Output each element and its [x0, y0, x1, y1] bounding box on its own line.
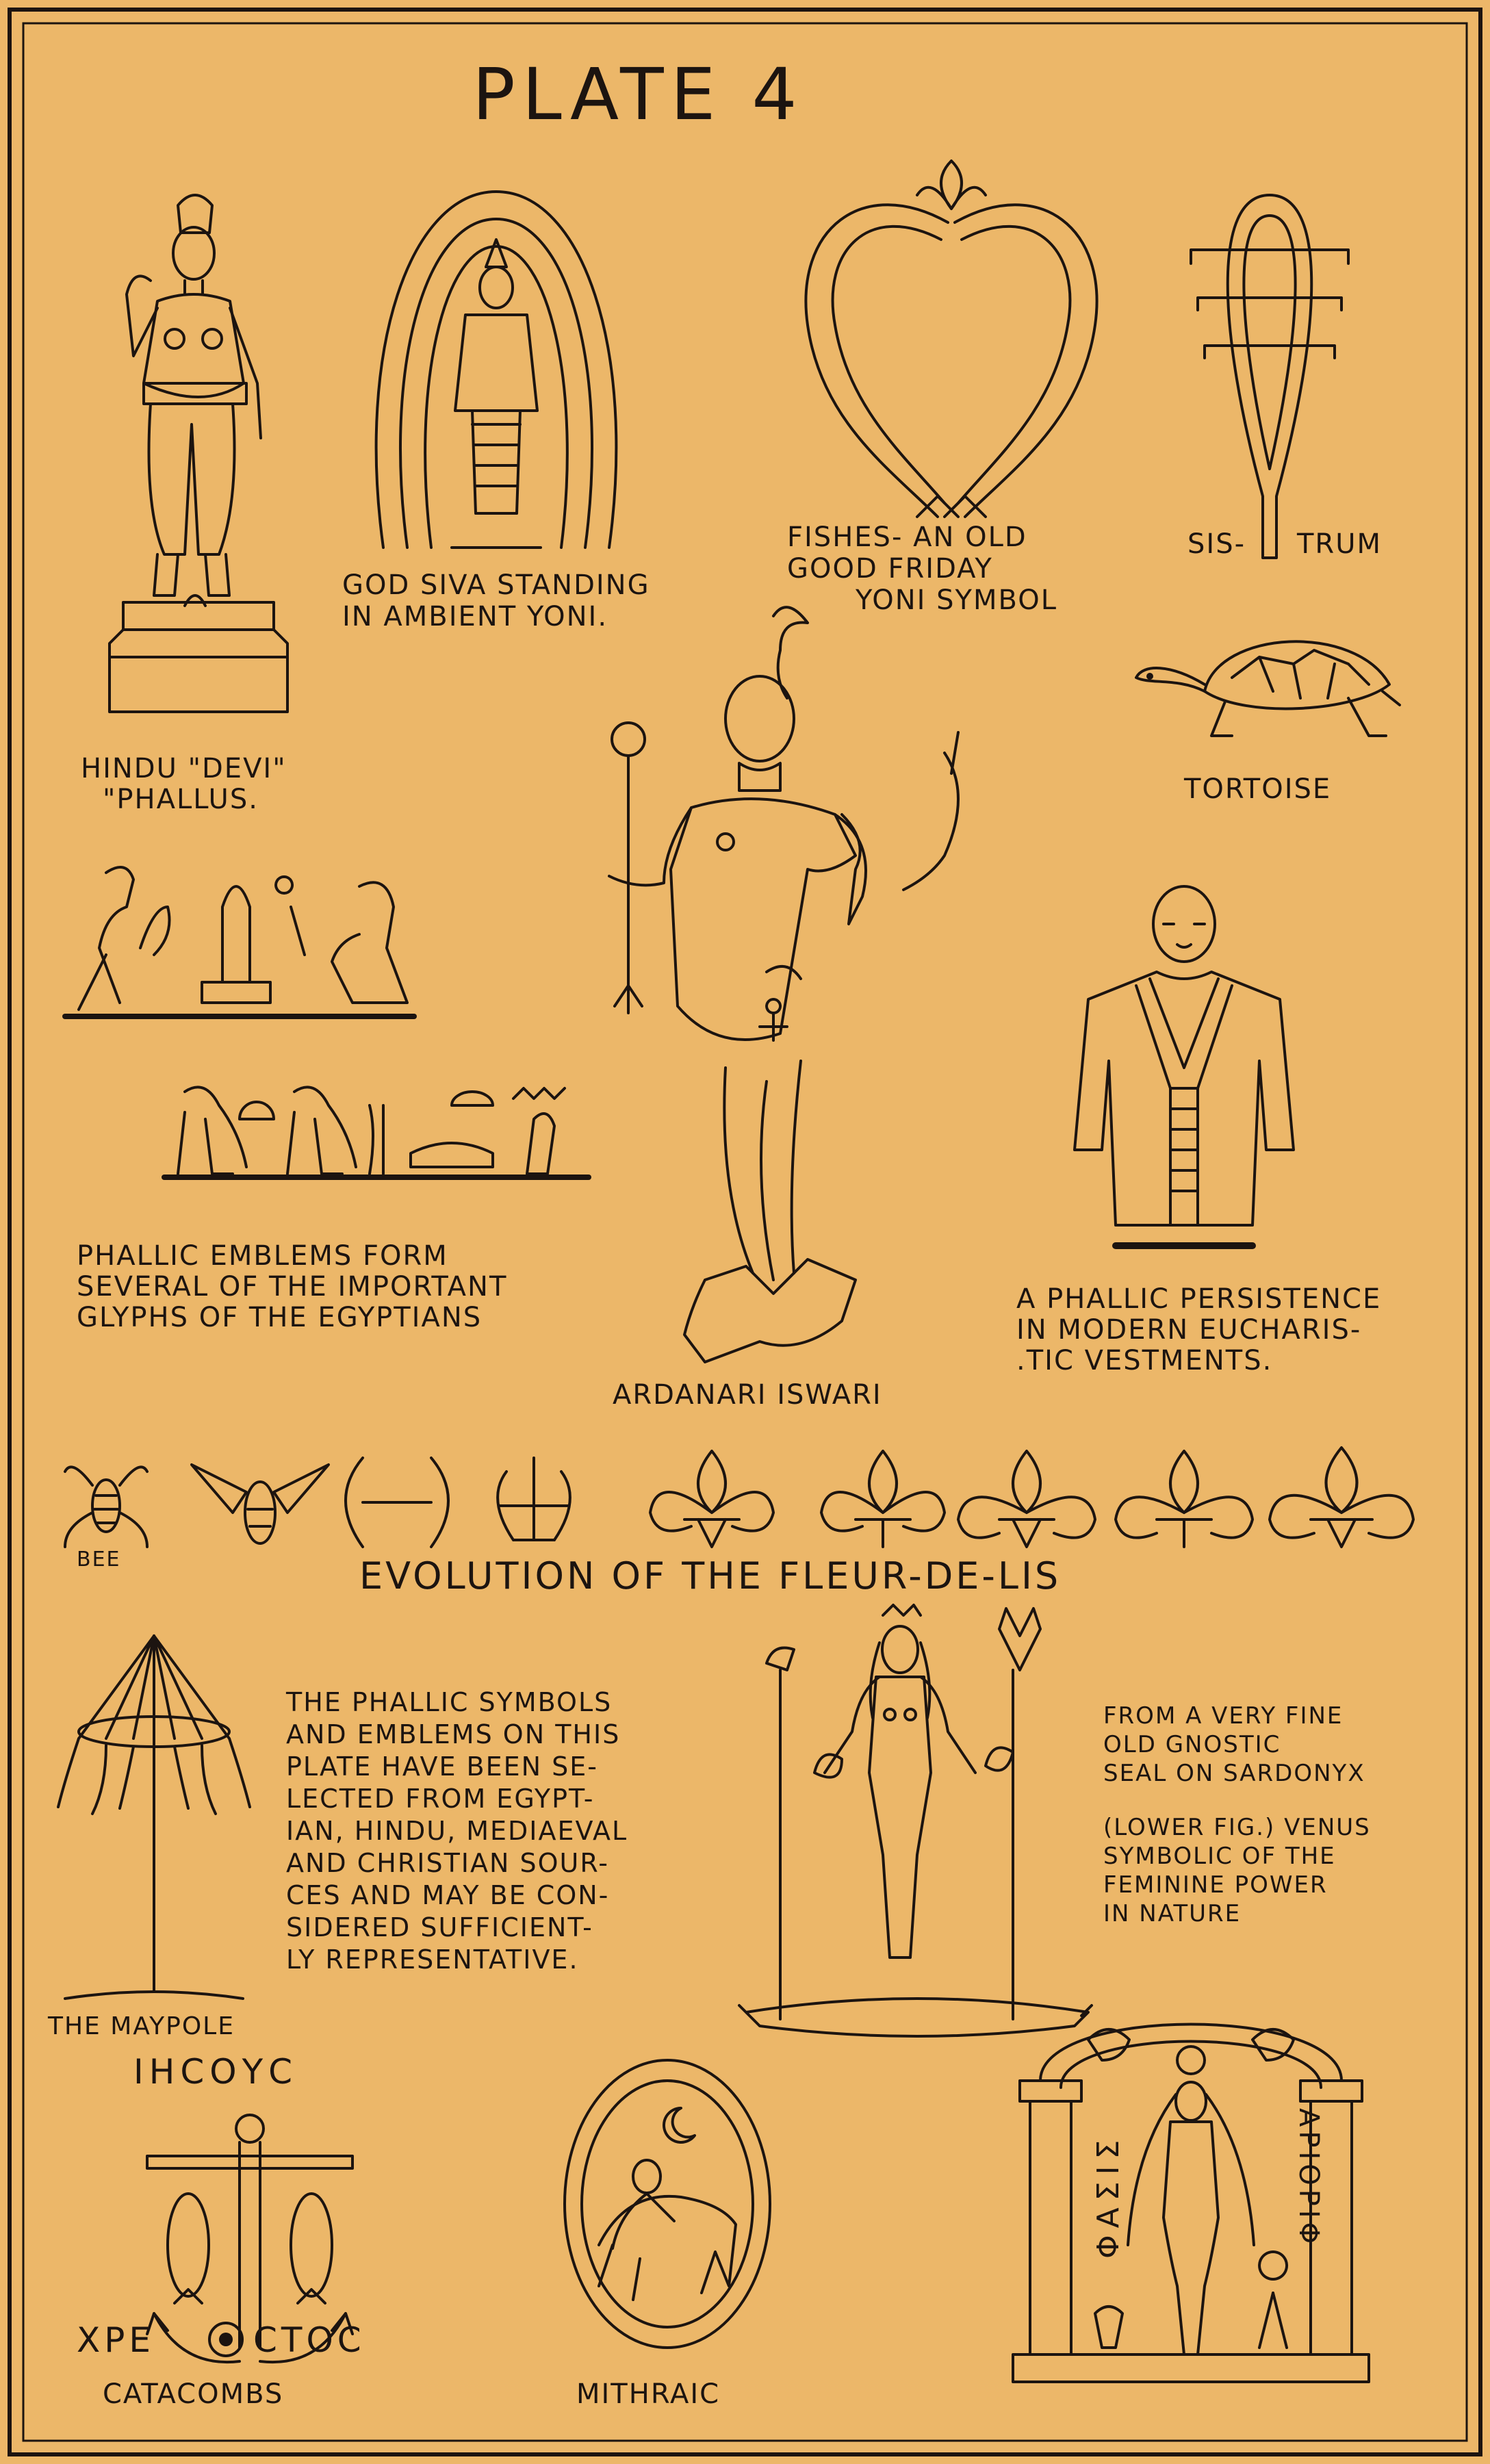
maypole-figure	[51, 1629, 257, 2012]
egyptian-caption-line3: GLYPHS OF THE EGYPTIANS	[77, 1302, 483, 1333]
mithraic-caption: MITHRAIC	[576, 2378, 721, 2410]
egyptian-glyph-row	[164, 1078, 589, 1181]
selection-note-line1: THE PHALLIC SYMBOLS	[286, 1687, 613, 1717]
gnostic-caption-line3: SEAL ON SARDONYX	[1103, 1760, 1365, 1787]
venus-caption-line3: FEMININE POWER	[1103, 1871, 1328, 1899]
anchor-ring-icon	[205, 2319, 246, 2360]
sistrum-caption-right: TRUM	[1297, 528, 1383, 560]
fleur-stage-9-icon	[1270, 1448, 1413, 1547]
phasis-inscription: ΦΑΣΙΣ	[1091, 2133, 1126, 2259]
vestments-caption-line2: IN MODERN EUCHARIS-	[1016, 1314, 1362, 1346]
siva-yoni-figure	[370, 178, 623, 561]
venus-arch-relief-figure	[999, 1992, 1383, 2396]
fishes-caption-line3: YONI SYMBOL	[856, 585, 1058, 616]
fleur-stage-6-icon	[821, 1451, 945, 1547]
venus-caption-line4: IN NATURE	[1103, 1900, 1242, 1927]
selection-note-line8: SIDERED SUFFICIENT-	[286, 1912, 593, 1942]
hindu-devi-caption-line2: "PHALLUS.	[103, 784, 259, 815]
sistrum-figure	[1191, 181, 1348, 565]
selection-note-line4: LECTED FROM EGYPT-	[286, 1784, 595, 1814]
fleur-de-lis-evolution-row	[62, 1444, 1403, 1554]
egyptian-caption-line1: PHALLIC EMBLEMS FORM	[77, 1240, 448, 1272]
gnostic-caption-line1: FROM A VERY FINE	[1103, 1702, 1344, 1730]
fleur-stage-4-icon	[498, 1458, 570, 1540]
tortoise-caption: TORTOISE	[1184, 773, 1332, 805]
gnostic-caption-line2: OLD GNOSTIC	[1103, 1731, 1281, 1758]
vestment-priest-figure	[1068, 876, 1300, 1259]
catacombs-caption: CATACOMBS	[103, 2378, 284, 2410]
hindu-devi-figure	[82, 178, 308, 739]
venus-caption-line1: (LOWER FIG.) VENUS	[1103, 1814, 1371, 1841]
venus-caption-line2: SYMBOLIC OF THE	[1103, 1843, 1336, 1870]
mithraic-gem-figure	[558, 2053, 777, 2354]
arioriph-inscription: ΑΡΙΟΡΙΦ	[1293, 2108, 1324, 2248]
siva-caption-line2: IN AMBIENT YONI.	[342, 601, 608, 632]
egyptian-phallic-scene	[65, 859, 414, 1020]
fleur-stage-3-icon	[346, 1458, 448, 1547]
maypole-caption: THE MAYPOLE	[48, 2012, 235, 2040]
fleur-stage-5-icon	[650, 1451, 773, 1547]
selection-note-line6: AND CHRISTIAN SOUR-	[286, 1848, 609, 1878]
ardanari-iswari-figure	[602, 602, 986, 1355]
fishes-caption-line1: FISHES- AN OLD	[787, 522, 1027, 553]
vestments-caption-line1: A PHALLIC PERSISTENCE	[1016, 1283, 1382, 1315]
ardanari-caption: ARDANARI ISWARI	[613, 1379, 882, 1411]
bee-caption: BEE	[77, 1548, 121, 1571]
ctoc-inscription: CTOC	[253, 2320, 365, 2360]
gnostic-venus-figure	[739, 1602, 1095, 2053]
winged-bee-icon	[192, 1465, 329, 1543]
xpe-inscription: ΧΡΕ	[77, 2320, 155, 2360]
selection-note-line3: PLATE HAVE BEEN SE-	[286, 1751, 598, 1782]
siva-caption-line1: GOD SIVA STANDING	[342, 569, 650, 601]
selection-note-line2: AND EMBLEMS ON THIS	[286, 1719, 621, 1749]
sistrum-caption-left: SIS-	[1187, 528, 1246, 560]
selection-note-line5: IAN, HINDU, MEDIAEVAL	[286, 1816, 628, 1846]
selection-note-line7: CES AND MAY BE CON-	[286, 1880, 610, 1910]
egyptian-caption-line2: SEVERAL OF THE IMPORTANT	[77, 1271, 508, 1302]
fleur-de-lis-caption: EVOLUTION OF THE FLEUR-DE-LIS	[359, 1554, 1062, 1597]
fleur-stage-8-icon	[1116, 1451, 1253, 1547]
fishes-caption-line2: GOOD FRIDAY	[787, 553, 993, 585]
fleur-stage-7-icon	[958, 1451, 1095, 1547]
ihcoyc-inscription: ΙΗCΟΥC	[133, 2052, 298, 2092]
plate-title: PLATE 4	[472, 53, 804, 136]
vestments-caption-line3: .TIC VESTMENTS.	[1016, 1345, 1273, 1376]
fishes-yoni-figure	[780, 147, 1122, 530]
hindu-devi-caption-line1: HINDU "DEVI"	[81, 753, 287, 784]
tortoise-figure	[1129, 616, 1403, 760]
selection-note-line9: LY REPRESENTATIVE.	[286, 1945, 579, 1975]
bee-icon	[65, 1467, 147, 1547]
